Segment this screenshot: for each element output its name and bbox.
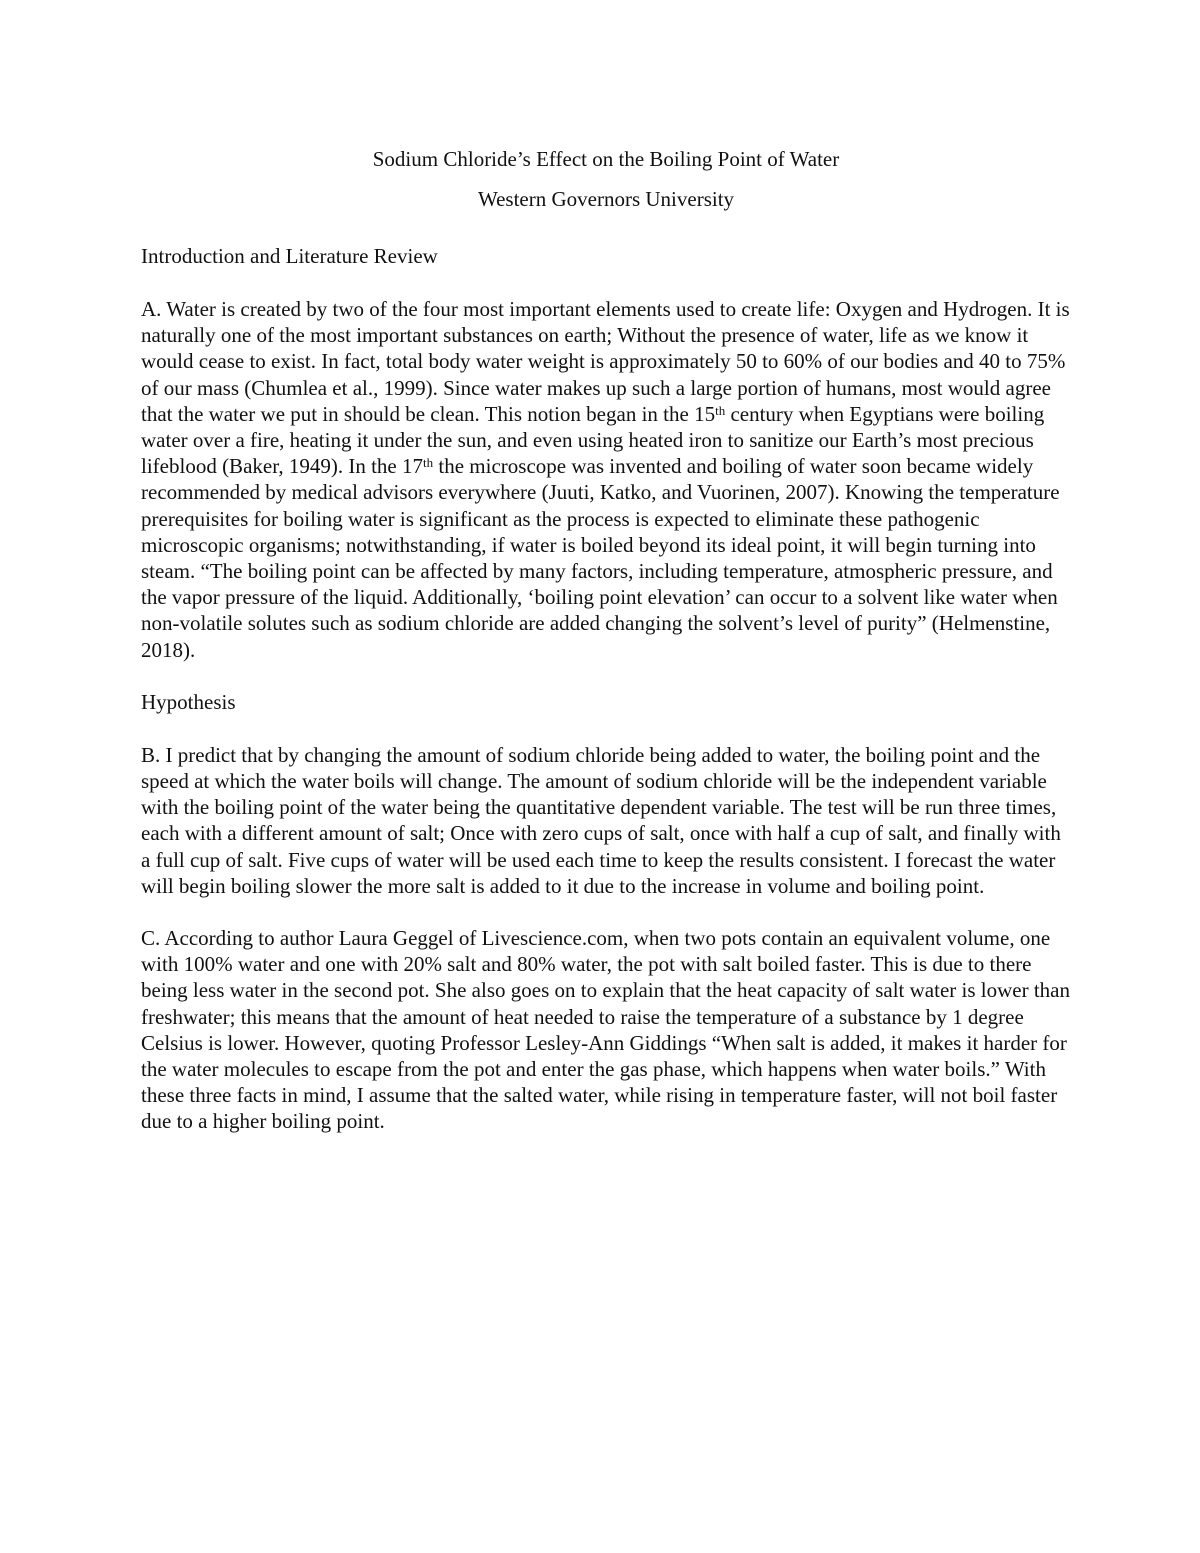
section-heading-hypothesis: Hypothesis: [141, 689, 236, 714]
paragraph-a-part2: century when Egyptians were boiling water over a fire, heating it under the sun, and even using heated iron to sanitize our Earth’s most precious lifeblood (Baker, 1949). In the 17: [141, 401, 1045, 479]
paragraph-a-part3: the microscope was invented and boiling of water soon became widely recommended by medical advisors everywhere (Juuti, Katko, and Vuorinen, 2007). Knowing the temperature prerequisites for boiling water is significant as the process is expected to eliminate these pathogenic microscopic organisms; notwithstanding, if water is boiled beyond its ideal point, it will begin turning into steam. “The boiling point can be affected by many factors, including temperature, atmospheric pressure, and the vapor pressure of the liquid. Additionally, ‘boiling point elevation’ can occur to a solvent like water when non-volatile solutes such as sodium chloride are added changing the solvent’s level of purity” (Helmenstine, 2018).: [141, 454, 1060, 662]
institution-name: Western Governors University: [477, 187, 735, 211]
section-heading-introduction: Introduction and Literature Review: [141, 244, 438, 268]
paragraph-a: [141, 296, 1071, 663]
superscript-th-2: th: [423, 455, 434, 471]
paragraph-b: B. I predict that by changing the amount of sodium chloride being added to water, the boiling point and the speed at which the water boils will change. The amount of sodium chloride will be the independent variable with the boiling point of the water being the quantitative dependent variable. The test will be run three times, each with a different amount of salt; Once with zero cups of salt, once with half a cup of salt, and finally with a full cup of salt. Five cups of water will be used each time to keep the results consistent. I forecast the water will begin boiling slower the more salt is added to it due to the increase in volume and boiling point.: [141, 742, 1061, 898]
document-body: [141, 140, 1071, 1135]
document-title: Sodium Chloride’s Effect on the Boiling Point of Water: [372, 147, 840, 171]
paragraph-a-part1: A. Water is created by two of the four most important elements used to create life: Oxygen and Hydrogen. It is naturally one of the most important substances on earth; Without the presence of water, life as we know it would cease to exist. In fact, total body water weight is approximately 50 to 60% of our bodies and 40 to 75% of our mass (Chumlea et al., 1999). Since water makes up such a large portion of humans, most would agree that the water we put in should be clean. This notion began in the 15: [141, 297, 1070, 426]
superscript-th-1: th: [715, 402, 726, 418]
paragraph-c: C. According to author Laura Geggel of Livescience.com, when two pots contain an equivalent volume, one with 100% water and one with 20% salt and 80% water, the pot with salt boiled faster. This is due to there being less water in the second pot. She also goes on to explain that the heat capacity of salt water is lower than freshwater; this means that the amount of heat needed to raise the temperature of a substance by 1 degree Celsius is lower. However, quoting Professor Lesley-Ann Giddings “When salt is added, it makes it harder for the water molecules to escape from the pot and enter the gas phase, which happens when water boils.” With these three facts in mind, I assume that the salted water, while rising in temperature faster, will not boil faster due to a higher boiling point.: [141, 926, 1070, 1134]
